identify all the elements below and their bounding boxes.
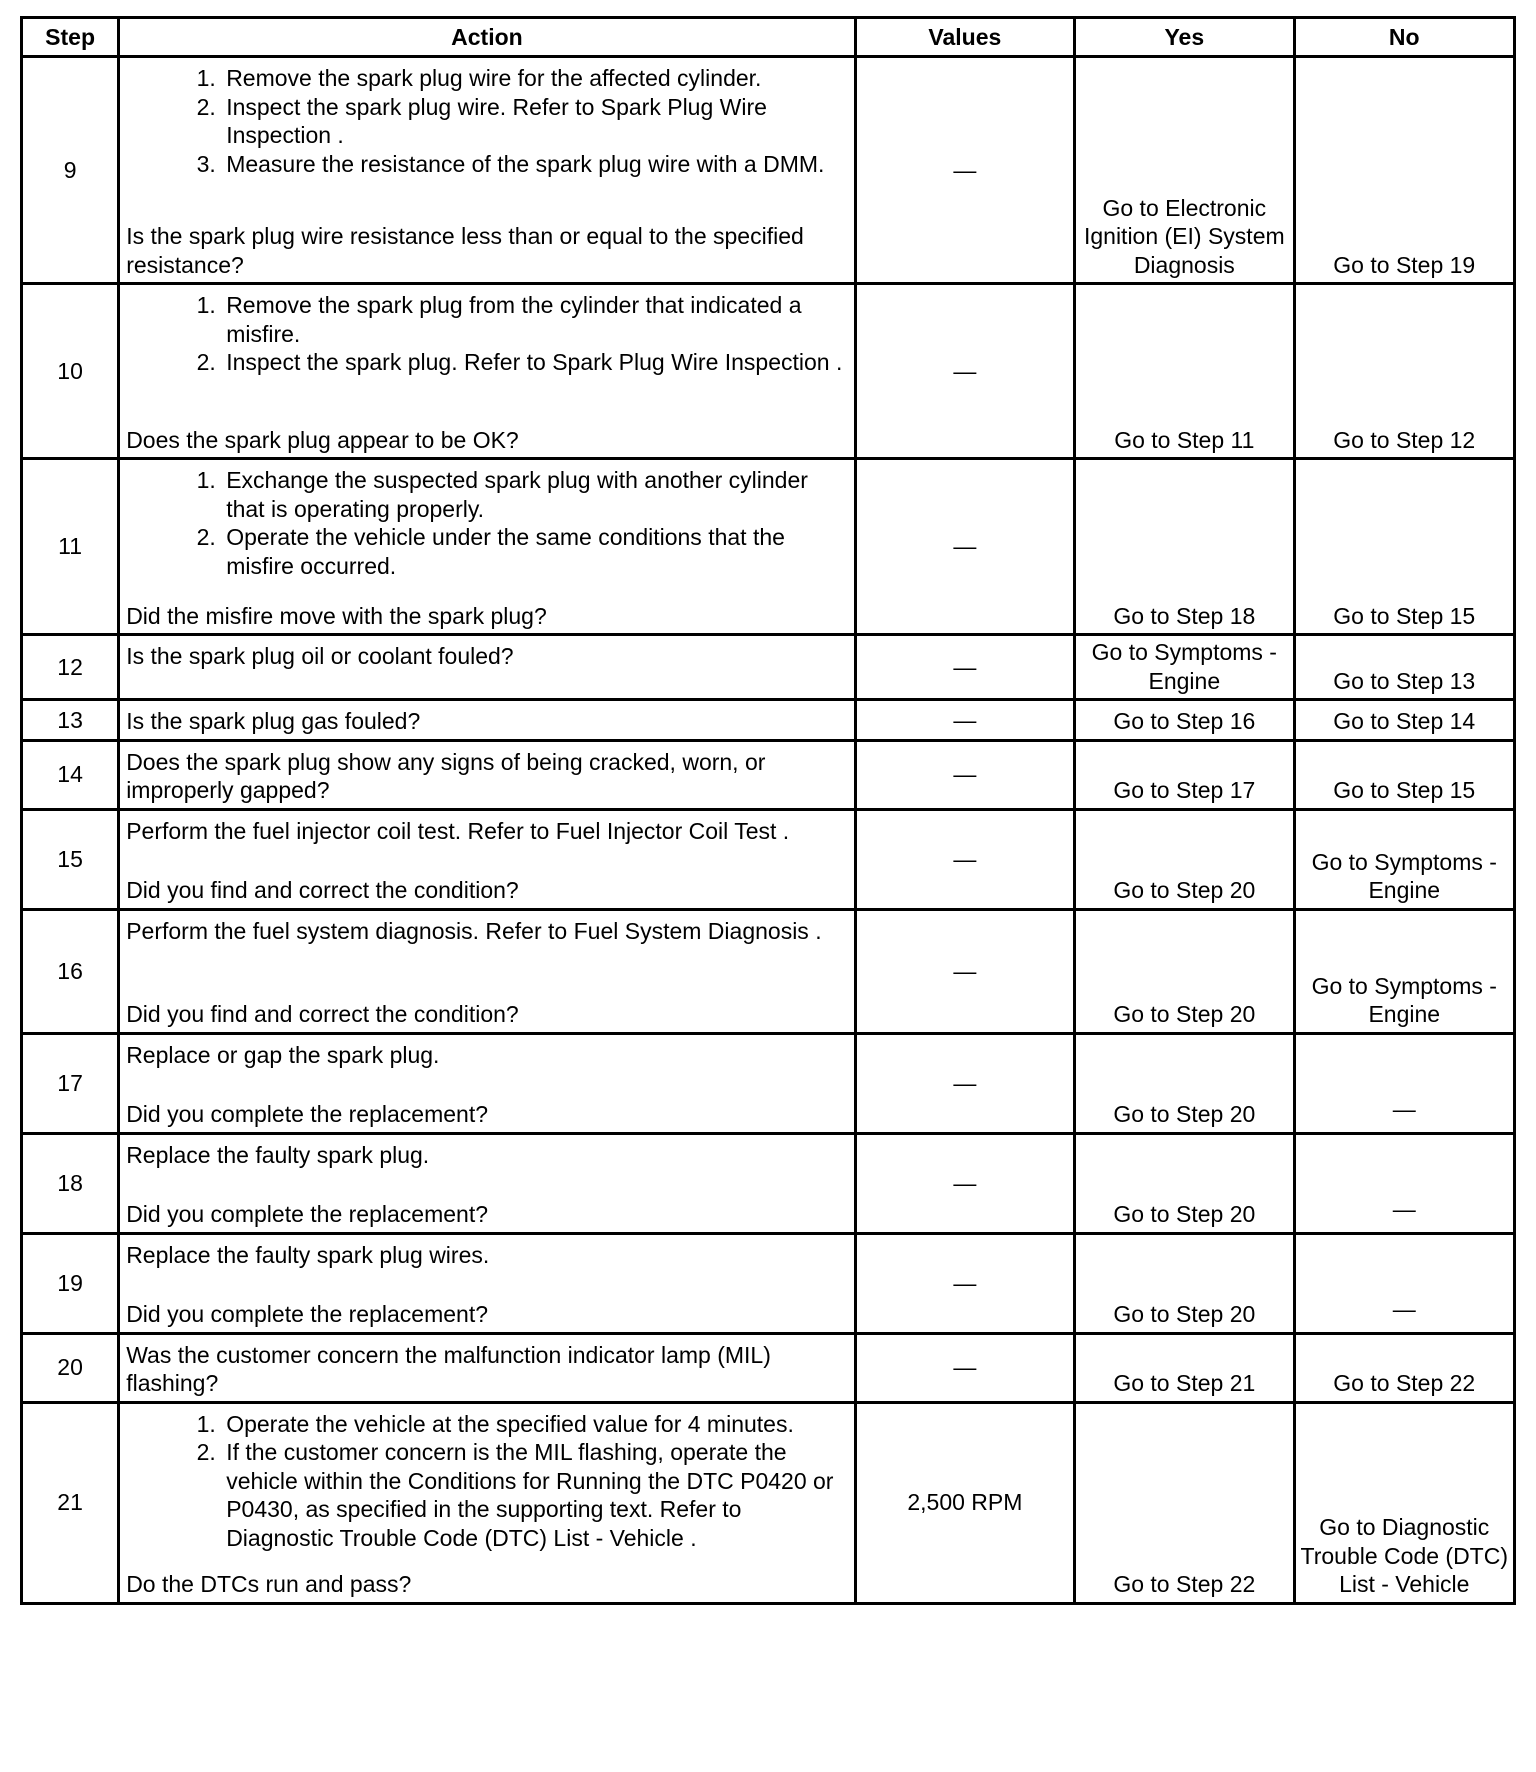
table-row — [22, 459, 1515, 635]
instruction-list — [126, 291, 847, 377]
action-question: Did you find and correct the condition? — [126, 1001, 519, 1027]
action-instructions — [126, 1141, 847, 1170]
yes-cell: Go to Step 20 — [1075, 1033, 1294, 1133]
no-cell: Go to Step 22 — [1294, 1333, 1514, 1402]
action-cell — [119, 1133, 855, 1233]
values-cell: — — [855, 1233, 1074, 1333]
instruction-item: 2. Operate the vehicle under the same conditions that the misfire occurred. — [222, 523, 847, 580]
action-instructions — [126, 291, 847, 377]
action-instructions — [126, 64, 847, 178]
instruction-item: 1. Remove the spark plug wire for the affected cylinder. — [222, 64, 847, 93]
action-text: Perform the fuel system diagnosis. Refer to Fuel System Diagnosis . — [126, 917, 822, 944]
action-text: Does the spark plug show any signs of being cracked, worn, or improperly gapped? — [126, 748, 766, 803]
action-cell — [119, 635, 855, 700]
action-content — [126, 917, 847, 1029]
values-cell: — — [855, 700, 1074, 741]
header-yes: Yes — [1075, 18, 1294, 57]
diagnostic-table-page — [20, 16, 1516, 1605]
no-cell: Go to Step 14 — [1294, 700, 1514, 741]
action-question: Is the spark plug wire resistance less than or equal to the specified resistance? — [126, 223, 804, 278]
no-cell: Go to Step 19 — [1294, 57, 1514, 284]
no-cell: Go to Step 15 — [1294, 740, 1514, 809]
action-cell — [119, 1033, 855, 1133]
values-cell: — — [855, 740, 1074, 809]
action-content — [126, 1410, 847, 1599]
action-text: Replace the faulty spark plug. — [126, 1141, 430, 1168]
yes-cell: Go to Electronic Ignition (EI) System Diagnosis — [1075, 57, 1294, 284]
header-no: No — [1294, 18, 1514, 57]
action-content — [126, 748, 847, 805]
action-instructions — [126, 817, 847, 846]
table-row — [22, 809, 1515, 909]
yes-cell: Go to Step 17 — [1075, 740, 1294, 809]
no-cell: Go to Step 15 — [1294, 459, 1514, 635]
instruction-list — [126, 1410, 847, 1553]
no-cell: — — [1294, 1033, 1514, 1133]
instruction-item: 2. Inspect the spark plug wire. Refer to Spark Plug Wire Inspection . — [222, 93, 847, 150]
yes-cell: Go to Step 20 — [1075, 1233, 1294, 1333]
step-number: 12 — [22, 635, 119, 700]
instruction-list — [126, 466, 847, 580]
values-cell: — — [855, 1133, 1074, 1233]
step-number: 15 — [22, 809, 119, 909]
action-cell — [119, 1402, 855, 1603]
action-cell — [119, 1233, 855, 1333]
table-row — [22, 1402, 1515, 1603]
instruction-list — [126, 64, 847, 178]
action-question: Did you find and correct the condition? — [126, 877, 519, 903]
yes-cell: Go to Step 20 — [1075, 909, 1294, 1033]
action-question: Did you complete the replacement? — [126, 1301, 488, 1327]
action-text: Is the spark plug oil or coolant fouled? — [126, 643, 514, 669]
table-row — [22, 1133, 1515, 1233]
step-number: 20 — [22, 1333, 119, 1402]
action-cell — [119, 909, 855, 1033]
no-cell: — — [1294, 1133, 1514, 1233]
action-question: Do the DTCs run and pass? — [126, 1571, 412, 1597]
values-cell: — — [855, 57, 1074, 284]
values-cell: — — [855, 635, 1074, 700]
instruction-item: 1. Exchange the suspected spark plug with another cylinder that is operating properly. — [222, 466, 847, 523]
action-cell — [119, 459, 855, 635]
table-body — [22, 57, 1515, 1604]
yes-cell: Go to Step 16 — [1075, 700, 1294, 741]
action-text: Replace the faulty spark plug wires. — [126, 1241, 490, 1268]
instruction-item: 1. Operate the vehicle at the specified value for 4 minutes. — [222, 1410, 847, 1439]
instruction-item: 2. If the customer concern is the MIL flashing, operate the vehicle within the Conditions for Running the DTC P0420 or P0430, as specified in the supporting text. Refer to Diagnostic Trouble Code (DTC) List - Vehicle . — [222, 1438, 847, 1552]
action-text: Perform the fuel injector coil test. Refer to Fuel Injector Coil Test . — [126, 817, 790, 844]
action-cell — [119, 284, 855, 459]
action-question: Does the spark plug appear to be OK? — [126, 426, 519, 453]
table-row — [22, 1333, 1515, 1402]
no-cell: Go to Symptoms - Engine — [1294, 809, 1514, 909]
yes-cell: Go to Step 20 — [1075, 809, 1294, 909]
table-row — [22, 57, 1515, 284]
table-row — [22, 1233, 1515, 1333]
action-question: Did the misfire move with the spark plug? — [126, 602, 547, 629]
action-cell — [119, 740, 855, 809]
action-instructions — [126, 917, 847, 946]
step-number: 17 — [22, 1033, 119, 1133]
action-content — [126, 1041, 847, 1129]
yes-cell: Go to Step 21 — [1075, 1333, 1294, 1402]
values-cell: — — [855, 284, 1074, 459]
action-content — [126, 1141, 847, 1229]
step-number: 16 — [22, 909, 119, 1033]
values-cell: — — [855, 809, 1074, 909]
instruction-item: 2. Inspect the spark plug. Refer to Spark Plug Wire Inspection . — [222, 348, 847, 377]
action-instructions — [126, 1341, 847, 1398]
action-cell — [119, 700, 855, 741]
table-row — [22, 909, 1515, 1033]
action-cell — [119, 57, 855, 284]
no-cell: — — [1294, 1233, 1514, 1333]
table-row — [22, 1033, 1515, 1133]
instruction-item: 3. Measure the resistance of the spark plug wire with a DMM. — [222, 150, 847, 179]
values-cell: — — [855, 459, 1074, 635]
instruction-item: 1. Remove the spark plug from the cylinder that indicated a misfire. — [222, 291, 847, 348]
action-instructions — [126, 748, 847, 805]
action-content — [126, 707, 847, 736]
action-text: Was the customer concern the malfunction indicator lamp (MIL) flashing? — [126, 1341, 771, 1396]
step-number: 18 — [22, 1133, 119, 1233]
values-cell: — — [855, 909, 1074, 1033]
no-cell: Go to Diagnostic Trouble Code (DTC) List - Vehicle — [1294, 1402, 1514, 1603]
step-number: 14 — [22, 740, 119, 809]
action-content — [126, 1241, 847, 1329]
action-content — [126, 64, 847, 279]
no-cell: Go to Step 12 — [1294, 284, 1514, 459]
action-cell — [119, 1333, 855, 1402]
action-instructions — [126, 642, 847, 671]
yes-cell: Go to Step 11 — [1075, 284, 1294, 459]
diagnostic-table — [20, 16, 1516, 1605]
table-row — [22, 635, 1515, 700]
action-cell — [119, 809, 855, 909]
values-cell: — — [855, 1033, 1074, 1133]
step-number: 21 — [22, 1402, 119, 1603]
step-number: 11 — [22, 459, 119, 635]
step-number: 10 — [22, 284, 119, 459]
action-content — [126, 291, 847, 454]
action-instructions — [126, 466, 847, 580]
action-text: Replace or gap the spark plug. — [126, 1041, 440, 1068]
action-content — [126, 1341, 847, 1398]
action-instructions — [126, 1241, 847, 1270]
action-content — [126, 466, 847, 630]
yes-cell: Go to Symptoms - Engine — [1075, 635, 1294, 700]
table-row — [22, 284, 1515, 459]
action-instructions — [126, 707, 847, 736]
yes-cell: Go to Step 20 — [1075, 1133, 1294, 1233]
action-content — [126, 642, 847, 695]
action-question: Did you complete the replacement? — [126, 1201, 488, 1227]
no-cell: Go to Step 13 — [1294, 635, 1514, 700]
action-instructions — [126, 1410, 847, 1553]
step-number: 13 — [22, 700, 119, 741]
step-number: 19 — [22, 1233, 119, 1333]
action-content — [126, 817, 847, 905]
table-row — [22, 700, 1515, 741]
values-cell: — — [855, 1333, 1074, 1402]
values-cell: 2,500 RPM — [855, 1402, 1074, 1603]
header-values: Values — [855, 18, 1074, 57]
no-cell: Go to Symptoms - Engine — [1294, 909, 1514, 1033]
yes-cell: Go to Step 18 — [1075, 459, 1294, 635]
header-action: Action — [119, 18, 855, 57]
step-number: 9 — [22, 57, 119, 284]
table-row — [22, 740, 1515, 809]
header-step: Step — [22, 18, 119, 57]
action-text: Is the spark plug gas fouled? — [126, 708, 421, 734]
action-instructions — [126, 1041, 847, 1070]
action-question: Did you complete the replacement? — [126, 1101, 488, 1127]
yes-cell: Go to Step 22 — [1075, 1402, 1294, 1603]
header-row — [22, 18, 1515, 57]
